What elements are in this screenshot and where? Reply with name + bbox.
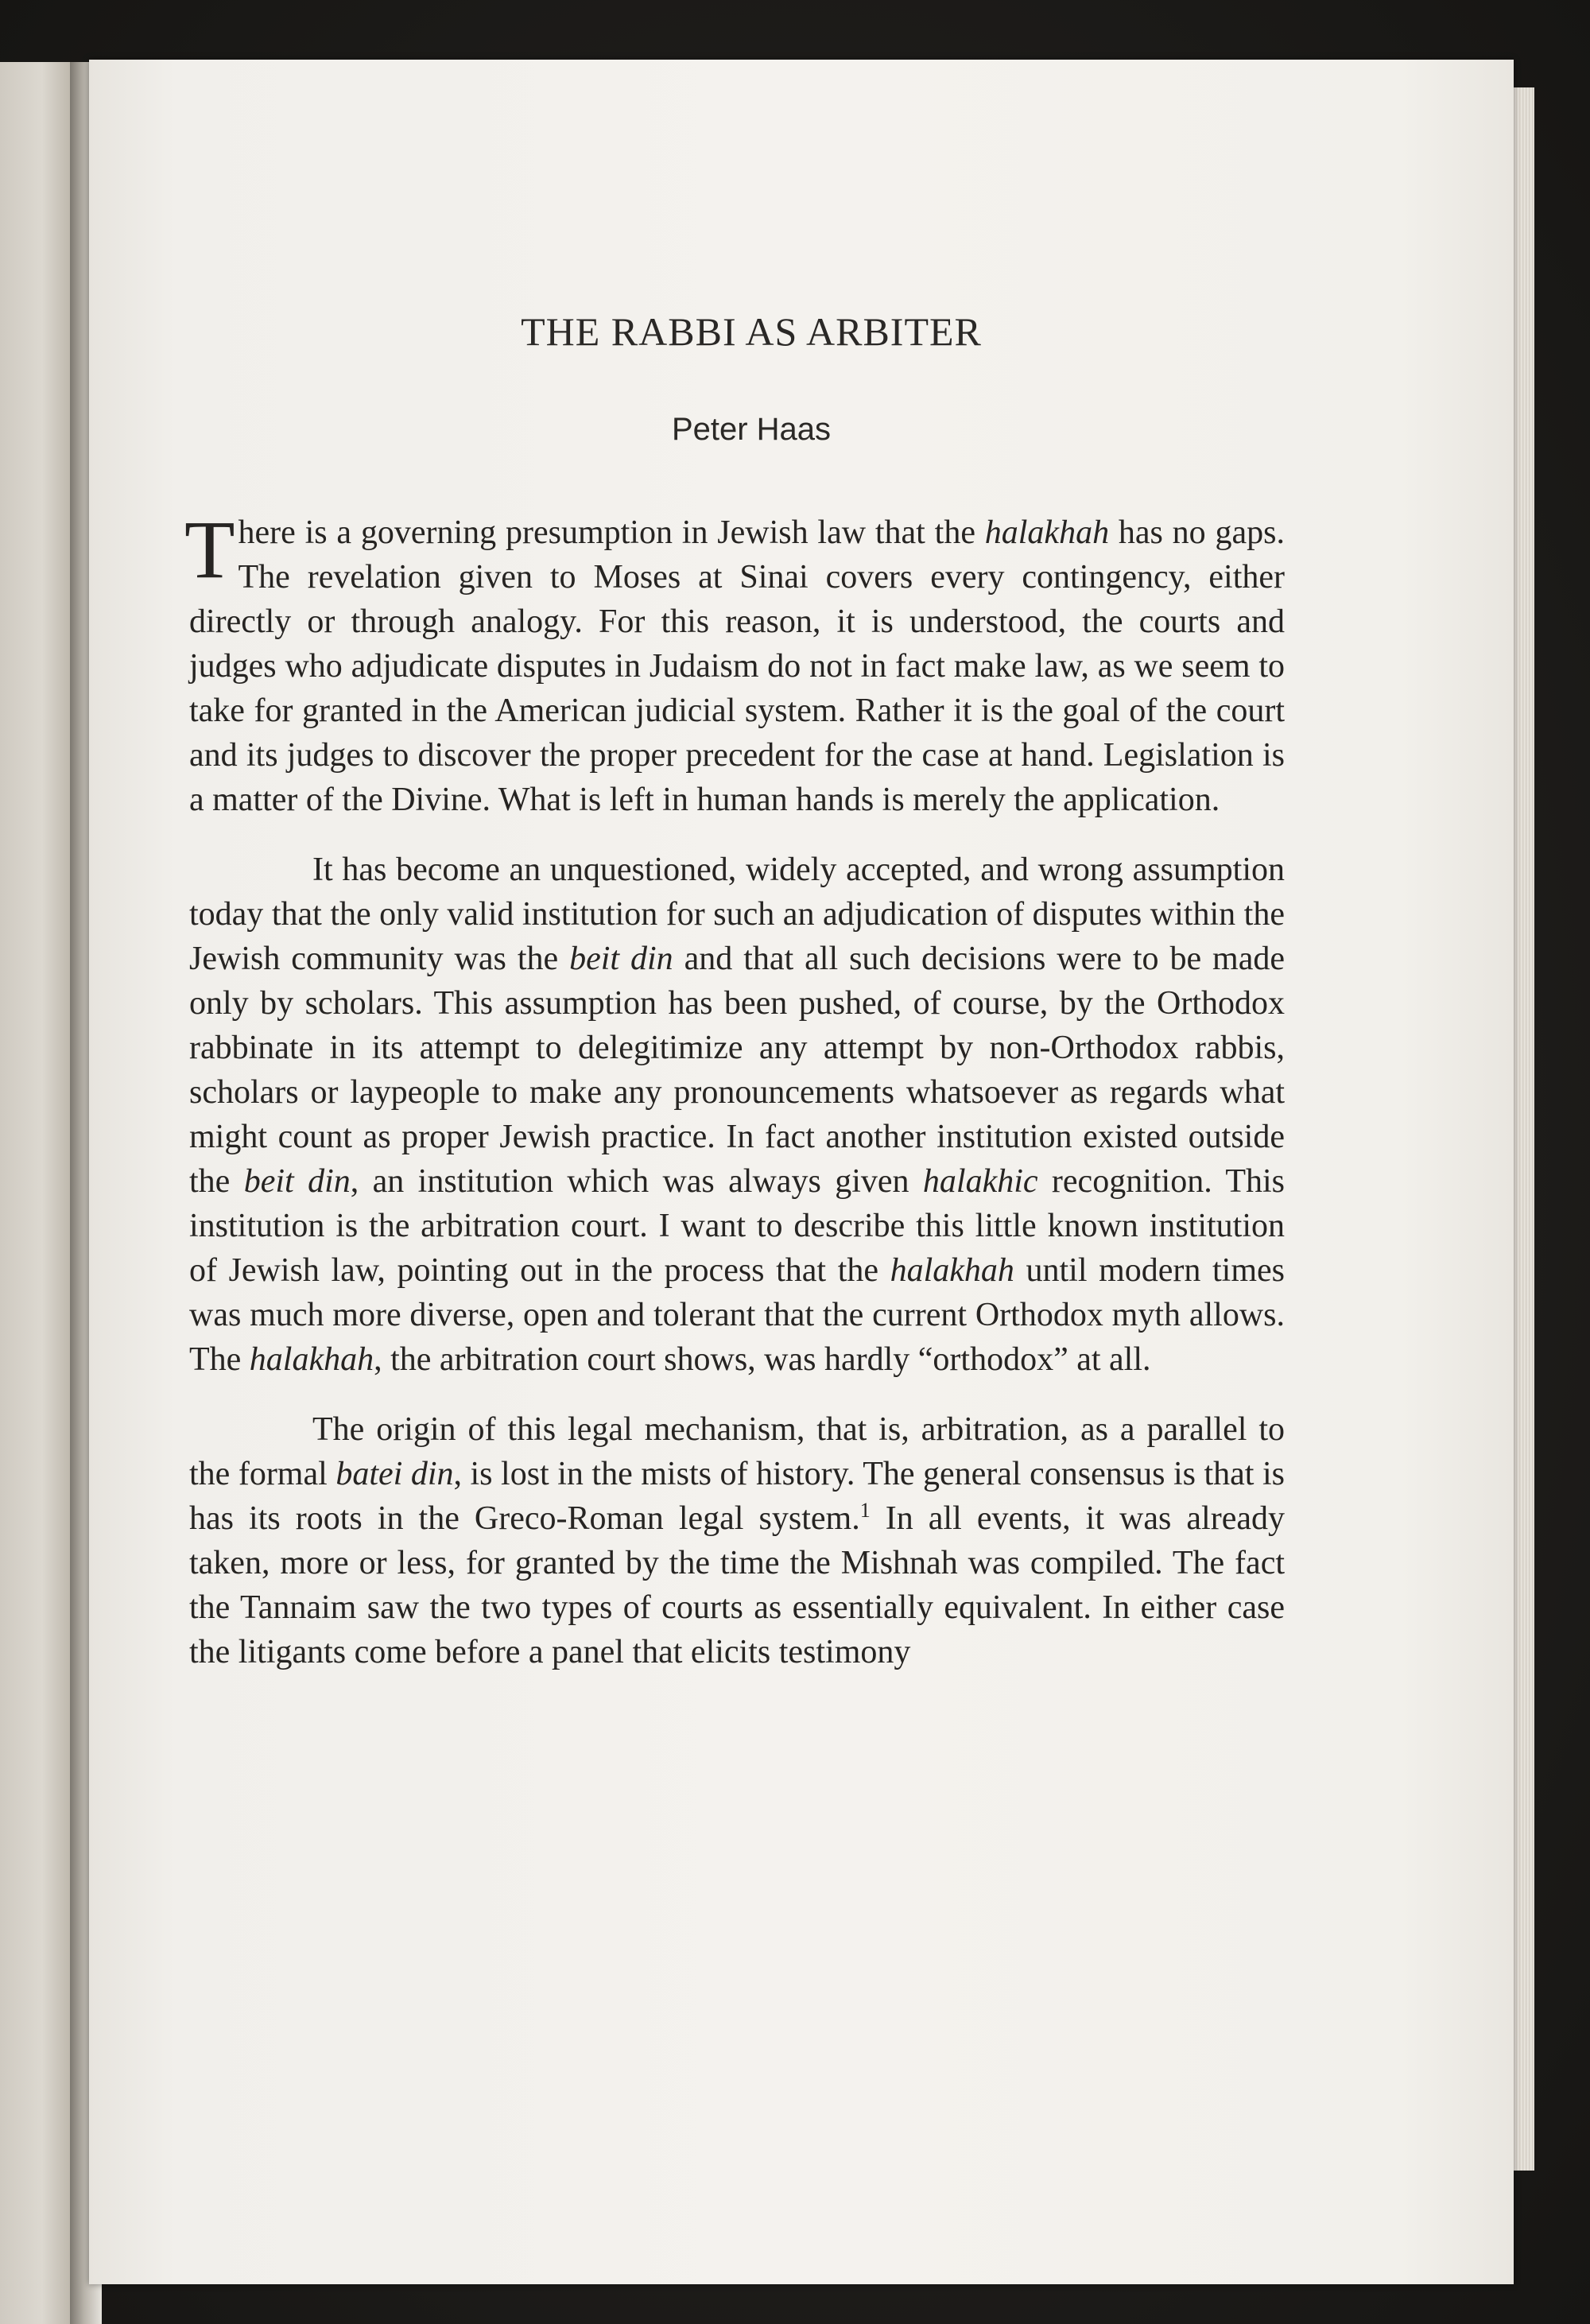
italic-term: batei din [335, 1456, 454, 1492]
italic-term: beit din [243, 1163, 351, 1200]
page-stack-edge [1514, 87, 1534, 2171]
text-run: recognition. This institution is the arbitration court. I want to describe this little known institution of Jewish law, pointing out in the process that the [189, 1163, 1286, 1289]
footnote-marker[interactable]: 1 [859, 1499, 871, 1522]
text-run: It has become an unquestioned, widely accepted, and wrong assumption today that the only valid institution for such an adjudication of disputes within the Jewish community was the [189, 852, 1285, 977]
text-run: The origin of this legal mechanism, that is, arbitration, as a parallel to the formal [189, 1411, 1285, 1492]
italic-term: beit din [569, 941, 673, 977]
text-run: until modern times was much more diverse, open and tolerant that the current Orthodox myth allows. The [189, 1252, 1286, 1378]
article-title: THE RABBI AS ARBITER [521, 309, 982, 354]
italic-term: halakhah [890, 1252, 1014, 1289]
paragraph-2 [189, 848, 1285, 1382]
italic-term: halakhah [984, 514, 1110, 551]
text-run: has no gaps. The revelation given to Moses at Sinai covers every contingency, either directly or through analogy. For this reason, it is understood, the courts and judges who adjudicate disputes in Judaism do not in fact make law, as we seem to take for granted in the American judicial system. Rather it is the goal of the court and its judges to discover the proper precedent for the case at hand. Legislation is a matter of the Divine. What is left in human hands is merely the application. [189, 514, 1285, 818]
text-run: In all events, it was already taken, more or less, for granted by the time the Mishnah was compiled. The fact the Tannaim saw the two types of courts as essentially equivalent. In either case the litigants come before a panel that elicits testimony [189, 1500, 1285, 1670]
paragraph-1 [184, 504, 1285, 822]
text-run: here is a governing presumption in Jewish law that the [238, 514, 985, 551]
text-run: , an institution which was always given [350, 1163, 923, 1200]
text-run: , is lost in the mists of history. The general consensus is that is has its roots in the Greco-Roman legal system. [189, 1456, 1285, 1537]
paragraph-3 [189, 1407, 1285, 1674]
text-run: and that all such decisions were to be made only by scholars. This assumption has been pushed, of course, by the Orthodox rabbinate in its attempt to delegitimize any attempt by non-Orthodox rabbis, scholars or laypeople to make any pronouncements whatsoever as regards what might count as proper Jewish practice. In fact another institution existed outside the [189, 941, 1285, 1200]
article-body [184, 504, 1286, 1700]
article-author: Peter Haas [671, 412, 832, 447]
italic-term: halakhah [249, 1341, 374, 1378]
drop-cap: T [184, 504, 235, 596]
facing-page-edge [0, 62, 70, 2324]
text-run: , the arbitration court shows, was hardly “orthodox” at all. [374, 1341, 1151, 1378]
italic-term: halakhic [922, 1163, 1038, 1200]
